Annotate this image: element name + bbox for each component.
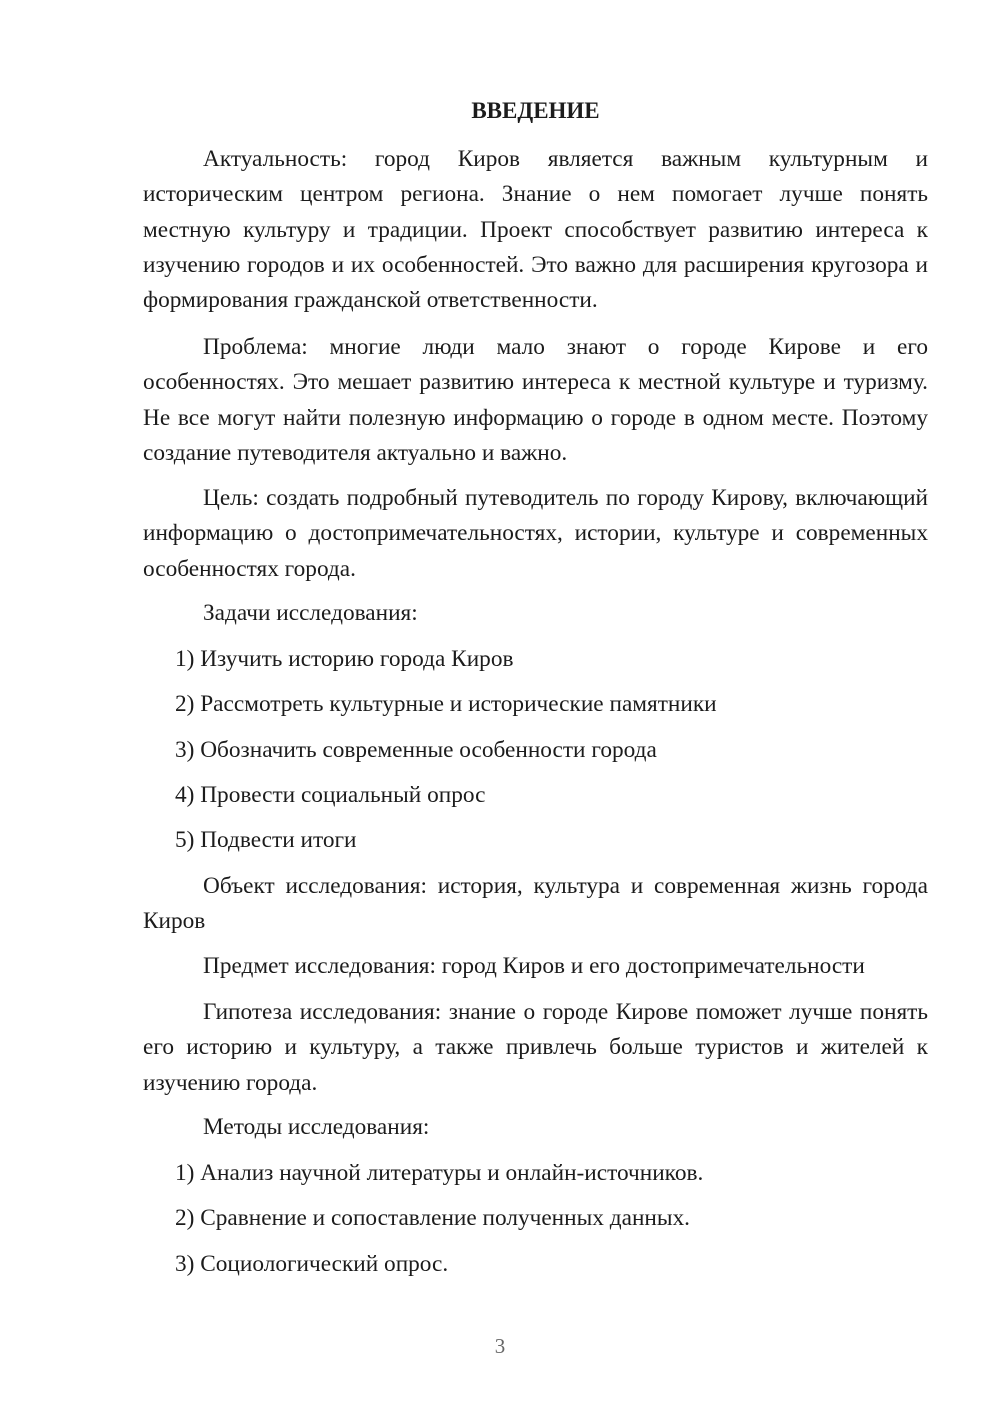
task-item-3: 3) Обозначить современные особенности города <box>175 737 657 763</box>
method-item-1: 1) Анализ научной литературы и онлайн-источников. <box>175 1160 704 1186</box>
paragraph-hypothesis: Гипотеза исследования: знание о городе Кирове поможет лучше понять его историю и культуру, а также привлечь больше туристов и жителей к изучению города. <box>143 999 928 1096</box>
page-number: 3 <box>494 1334 506 1358</box>
tasks-heading: Задачи исследования: <box>203 600 418 626</box>
task-item-4: 4) Провести социальный опрос <box>175 782 486 808</box>
paragraph-subject: Предмет исследования: город Киров и его достопримечательности <box>203 953 865 979</box>
task-item-1: 1) Изучить историю города Киров <box>175 646 514 672</box>
paragraph-goal: Цель: создать подробный путеводитель по городу Кирову, включающий информацию о достопримечательностях, истории, культуре и современных особенностях города. <box>143 485 928 582</box>
task-item-2: 2) Рассмотреть культурные и исторические памятники <box>175 691 717 717</box>
paragraph-relevance: Актуальность: город Киров является важным культурным и историческим центром региона. Знание о нем помогает лучше понять местную культуру и традиции. Проект способствует развитию интереса к изучению городов и их особенностей. Это важно для расширения кругозора и формирования гражданской ответственности. <box>143 146 928 314</box>
methods-heading: Методы исследования: <box>203 1114 430 1140</box>
task-item-5: 5) Подвести итоги <box>175 827 357 853</box>
page-title: ВВЕДЕНИЕ <box>471 98 600 123</box>
paragraph-problem: Проблема: многие люди мало знают о городе Кирове и его особенностях. Это мешает развитию интереса к местной культуре и туризму. Не все могут найти полезную информацию о городе в одном месте. Поэтому создание путеводителя актуально и важно. <box>143 334 928 466</box>
method-item-3: 3) Социологический опрос. <box>175 1251 449 1277</box>
paragraph-object: Объект исследования: история, культура и современная жизнь города Киров <box>143 873 928 935</box>
method-item-2: 2) Сравнение и сопоставление полученных данных. <box>175 1205 690 1231</box>
